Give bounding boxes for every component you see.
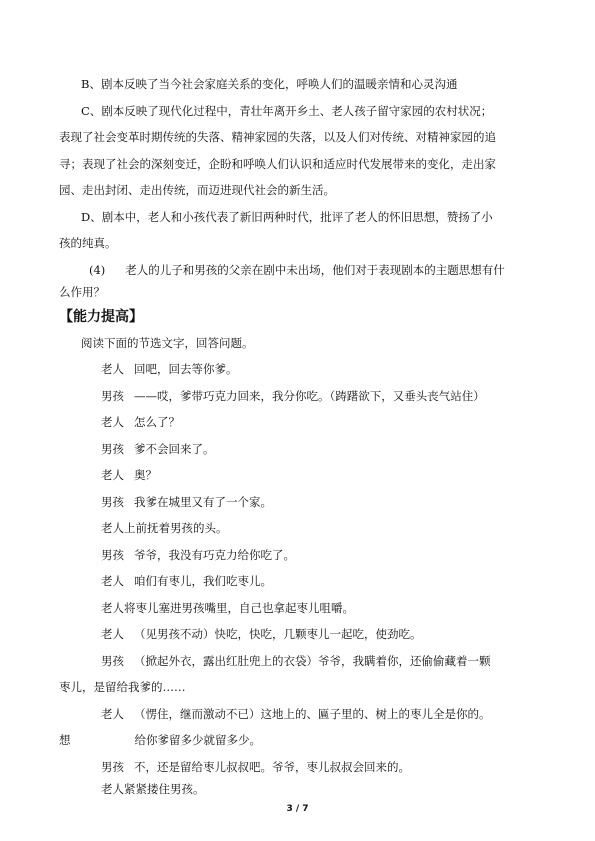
- option-d-line: D、剧本中，老人和小孩代表了新旧两种时代，批评了老人的怀旧思想，赞扬了小: [81, 210, 493, 224]
- option-c-line: C、剧本反映了现代化过程中，青壮年离开乡土、老人孩子留守家园的农村状况；: [81, 104, 493, 118]
- reading-intro: 阅读下面的节选文字，回答问题。: [81, 336, 254, 350]
- speaker: 男孩: [101, 389, 124, 403]
- continuation-part: 给你爹留多少就留多少。: [134, 733, 261, 747]
- question-4-line: [89, 263, 505, 277]
- script-continuation: 枣儿，是留给我爹的……: [59, 680, 186, 694]
- dialogue: （愣住，继而激动不已）这地上的、匾子里的、树上的枣儿全是你的。: [134, 707, 491, 721]
- speaker: 老人: [101, 627, 124, 641]
- script-line: [101, 707, 491, 721]
- option-d-line: 孩的纯真。: [59, 236, 117, 250]
- question-number: (4): [89, 263, 106, 277]
- stage-direction: 老人紧紧搂住男孩。: [101, 782, 205, 796]
- speaker: 男孩: [101, 760, 124, 774]
- script-line: [101, 627, 422, 641]
- page-number: 3 / 7: [286, 804, 309, 814]
- speaker: 老人: [101, 707, 124, 721]
- option-c-line: 寻；表现了社会的深刻变迁，企盼和呼唤人们认识和适应时代发展带来的变化，走出家: [59, 157, 496, 171]
- script-line: [101, 389, 485, 403]
- dialogue: 咱们有枣儿，我们吃枣儿。: [134, 574, 272, 588]
- speaker: 老人: [101, 468, 124, 482]
- dialogue: （掀起外衣，露出红肚兜上的衣袋）爷爷，我瞒着你，还偷偷藏着一颗: [134, 654, 491, 668]
- script-line: [101, 548, 295, 562]
- speaker: 男孩: [101, 654, 124, 668]
- speaker: 老人: [101, 415, 124, 429]
- option-c-line: 表现了社会变革时期传统的失落、精神家园的失落，以及人们对传统、对精神家园的追: [59, 130, 496, 144]
- script-line: [101, 574, 272, 588]
- dialogue: （见男孩不动）快吃，快吃，几颗枣儿一起吃，使劲吃。: [134, 627, 422, 641]
- stage-direction: 老人将枣儿塞进男孩嘴里，自己也拿起枣儿咀嚼。: [101, 601, 354, 615]
- stage-direction: 老人上前抚着男孩的头。: [101, 521, 228, 535]
- dialogue: 怎么了？: [134, 415, 180, 429]
- speaker: 男孩: [101, 548, 124, 562]
- script-line: [101, 495, 272, 509]
- option-b: B、剧本反映了当今社会家庭关系的变化，呼唤人们的温暖亲情和心灵沟通: [81, 77, 458, 91]
- script-line: [101, 760, 410, 774]
- script-line: [101, 468, 157, 482]
- script-line: [101, 415, 180, 429]
- script-line: [101, 654, 491, 668]
- dialogue: 回吧，回去等你爹。: [134, 362, 238, 376]
- script-line: [101, 442, 215, 456]
- question-text: 老人的儿子和男孩的父亲在剧中未出场，他们对于表现剧本的主题思想有什: [125, 263, 505, 277]
- dialogue: 爷爷，我没有巧克力给你吃了。: [134, 548, 295, 562]
- dialogue: 我爹在城里又有了一个家。: [134, 495, 272, 509]
- script-continuation: [59, 733, 261, 747]
- speaker: 老人: [101, 574, 124, 588]
- speaker: 男孩: [101, 442, 124, 456]
- script-line: [101, 362, 238, 376]
- dialogue: ——哎，爹带巧克力回来，我分你吃。（踌躇欲下，又垂头丧气站住）: [134, 389, 485, 403]
- dialogue: 爹不会回来了。: [134, 442, 215, 456]
- speaker: 男孩: [101, 495, 124, 509]
- continuation-part: 想: [59, 733, 71, 747]
- speaker: 老人: [101, 362, 124, 376]
- option-c-line: 园、走出封闭、走出传统，而迈进现代社会的新生活。: [59, 183, 335, 197]
- section-title: 【能力提高】: [59, 309, 143, 325]
- dialogue: 不，还是留给枣儿叔叔吧。爷爷，枣儿叔叔会回来的。: [134, 760, 410, 774]
- question-4-line: 么作用？: [59, 285, 105, 299]
- dialogue: 奥？: [134, 468, 157, 482]
